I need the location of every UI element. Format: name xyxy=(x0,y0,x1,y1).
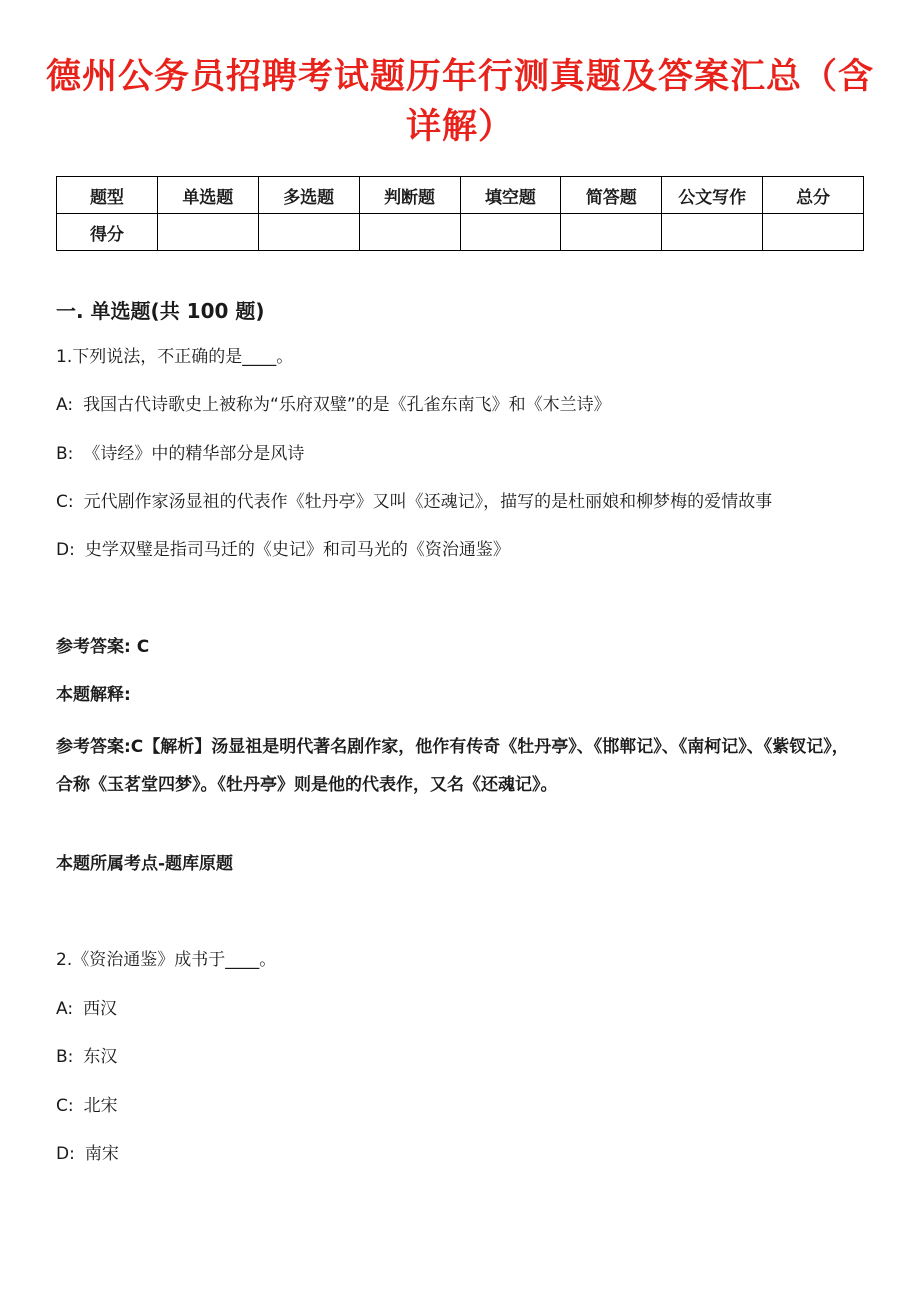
option-letter: C: xyxy=(56,492,74,512)
question-1-option-c xyxy=(56,489,772,515)
score-cell xyxy=(157,214,258,251)
score-cell xyxy=(763,214,864,251)
question-1-answer: 参考答案: C xyxy=(56,637,150,657)
question-1-option-b xyxy=(56,441,304,467)
option-letter: C: xyxy=(56,1096,74,1116)
option-text: 南宋 xyxy=(84,1144,119,1164)
score-cell xyxy=(561,214,662,251)
question-2-option-d xyxy=(56,1141,119,1167)
score-row-label: 得分 xyxy=(57,214,158,251)
score-table-header-row xyxy=(57,177,864,214)
option-text: 史学双璧是指司马迁的《史记》和司马光的《资治通鉴》 xyxy=(84,540,510,560)
option-text: 北宋 xyxy=(83,1096,118,1116)
header-cell-multiple-choice: 多选题 xyxy=(258,177,359,214)
option-letter: A: xyxy=(56,999,74,1019)
question-1-option-a xyxy=(56,392,611,418)
header-cell-fill-blank: 填空题 xyxy=(460,177,561,214)
question-1-explanation-label: 本题解释: xyxy=(56,685,131,705)
header-cell-true-false: 判断题 xyxy=(359,177,460,214)
score-cell xyxy=(460,214,561,251)
option-letter: B: xyxy=(56,444,74,464)
option-text: 东汉 xyxy=(83,1047,118,1067)
option-text: 元代剧作家汤显祖的代表作《牡丹亭》又叫《还魂记》，描写的是杜丽娘和柳梦梅的爱情故事 xyxy=(83,492,773,512)
header-cell-official-writing: 公文写作 xyxy=(662,177,763,214)
option-text: 西汉 xyxy=(83,999,118,1019)
section-heading: 一. 单选题(共 100 题) xyxy=(56,299,265,323)
question-2-option-a xyxy=(56,996,117,1022)
question-1-category: 本题所属考点-题库原题 xyxy=(56,854,234,874)
question-2-stem: 2.《资治通鉴》成书于____。 xyxy=(56,950,277,970)
question-1-explanation: 参考答案:C【解析】汤显祖是明代著名剧作家，他作有传奇《牡丹亭》、《邯郸记》、《南柯记》、《紫钗记》，合称《玉茗堂四梦》。《牡丹亭》则是他的代表作，又名《还魂记》。 xyxy=(56,737,849,795)
header-cell-short-answer: 简答题 xyxy=(561,177,662,214)
score-table-score-row xyxy=(57,214,864,251)
score-cell xyxy=(662,214,763,251)
option-letter: D: xyxy=(56,540,75,560)
score-table xyxy=(56,176,864,251)
question-2-option-c xyxy=(56,1093,118,1119)
header-cell-question-type: 题型 xyxy=(57,177,158,214)
question-1-stem: 1.下列说法，不正确的是____。 xyxy=(56,347,294,367)
score-cell xyxy=(258,214,359,251)
score-cell xyxy=(359,214,460,251)
question-2-option-b xyxy=(56,1044,117,1070)
question-1-option-d xyxy=(56,537,510,563)
option-text: 我国古代诗歌史上被称为“乐府双璧”的是《孔雀东南飞》和《木兰诗》 xyxy=(83,395,611,415)
document-title: 德州公务员招聘考试题历年行测真题及答案汇总（含详解） xyxy=(45,56,874,147)
option-letter: B: xyxy=(56,1047,74,1067)
option-letter: D: xyxy=(56,1144,75,1164)
header-cell-single-choice: 单选题 xyxy=(157,177,258,214)
option-text: 《诗经》中的精华部分是风诗 xyxy=(83,444,305,464)
header-cell-total: 总分 xyxy=(763,177,864,214)
option-letter: A: xyxy=(56,395,74,415)
